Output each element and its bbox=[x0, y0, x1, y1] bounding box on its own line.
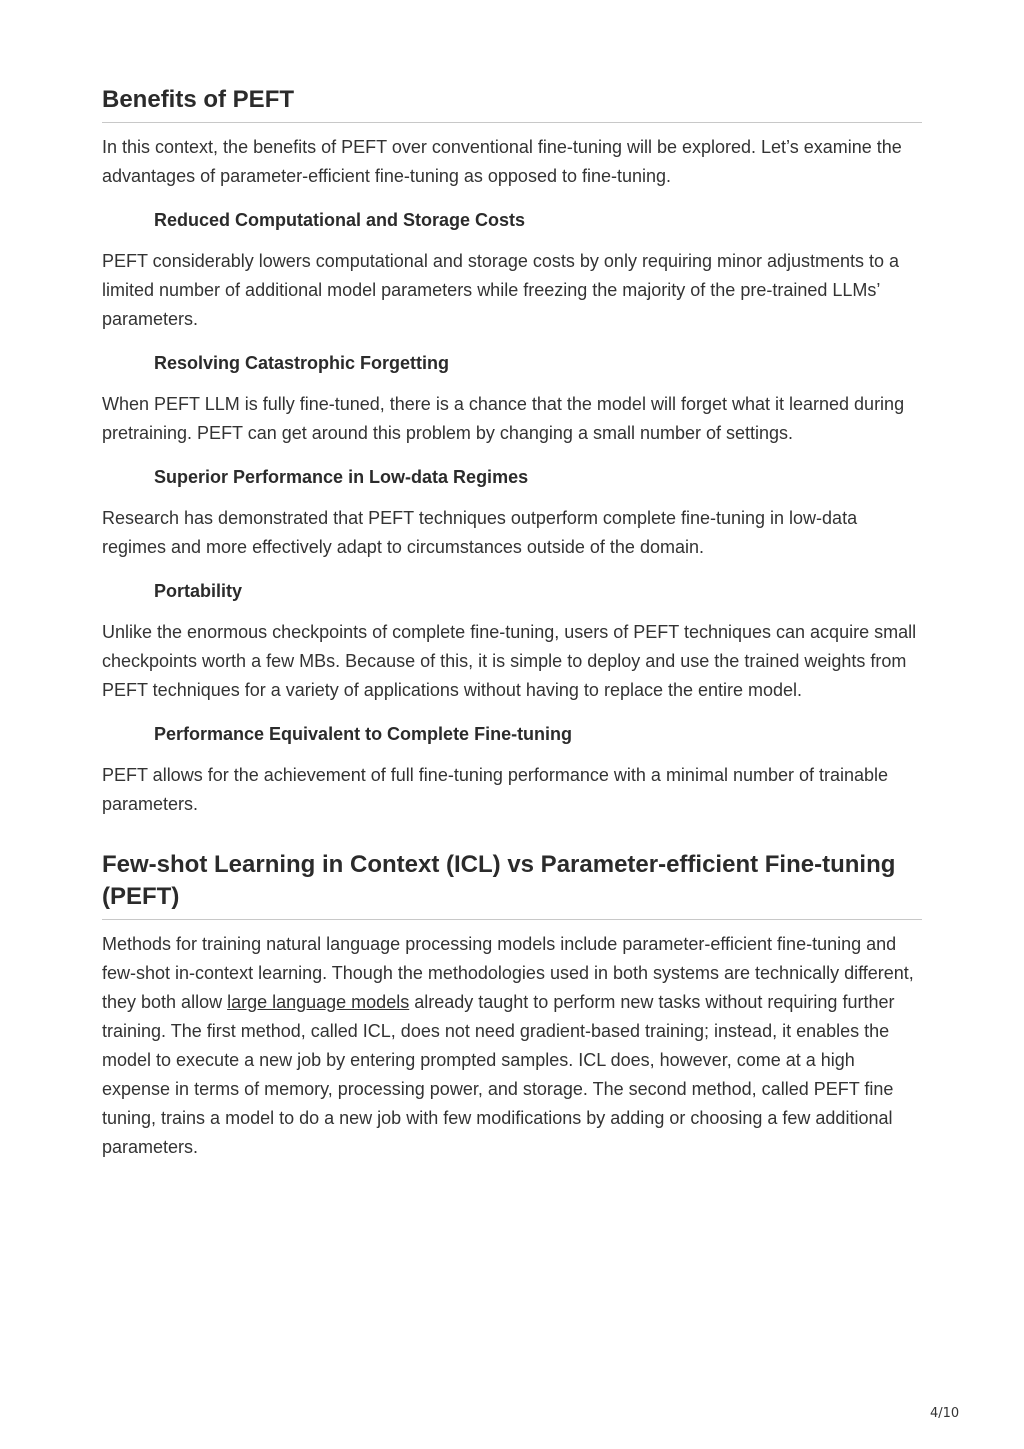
subheading-portability: Portability bbox=[154, 581, 243, 601]
page-number: 4/10 bbox=[930, 1406, 960, 1421]
paragraph-portability: Unlike the enormous checkpoints of complete fine-tuning, users of PEFT techniques can acquire small checkpoints worth a few MBs. Because of this, it is simple to deploy and use the trained weights from PEFT techniques for a variety of applications without having to replace the entire model. bbox=[102, 622, 917, 700]
subheading-low-data-regimes: Superior Performance in Low-data Regimes bbox=[154, 467, 529, 487]
large-language-models-link[interactable]: large language models bbox=[227, 992, 410, 1012]
paragraph-text-before-link: Methods for training natural language processing models include parameter-efficient fine-tuning and few-shot in-context learning. Though the methodologies used in both systems are technically different, they both allow bbox=[102, 934, 914, 1012]
subheading-performance-equivalent: Performance Equivalent to Complete Fine-tuning bbox=[154, 724, 573, 744]
section-title-icl-vs-peft: Few-shot Learning in Context (ICL) vs Parameter-efficient Fine-tuning (PEFT) bbox=[102, 849, 922, 920]
section-title-benefits: Benefits of PEFT bbox=[102, 84, 922, 123]
paragraph-low-data-regimes: Research has demonstrated that PEFT techniques outperform complete fine-tuning in low-data regimes and more effectively adapt to circumstances outside of the domain. bbox=[102, 508, 858, 557]
benefits-section bbox=[102, 84, 922, 819]
paragraph-text-after-link: already taught to perform new tasks without requiring further training. The first method, called ICL, does not need gradient-based training; instead, it enables the model to execute a new job by entering prompted samples. ICL does, however, come at a high expense in terms of memory, processing power, and storage. The second method, called PEFT fine tuning, trains a model to do a new job with few modifications by adding or choosing a few additional parameters. bbox=[102, 992, 895, 1157]
subheading-reduced-costs: Reduced Computational and Storage Costs bbox=[154, 210, 526, 230]
icl-vs-peft-section bbox=[102, 849, 922, 1162]
subheading-catastrophic-forgetting: Resolving Catastrophic Forgetting bbox=[154, 353, 450, 373]
paragraph-reduced-costs: PEFT considerably lowers computational and storage costs by only requiring minor adjustments to a limited number of additional model parameters while freezing the majority of the pre-trained LLMs’ parameters. bbox=[102, 251, 900, 329]
paragraph-icl-vs-peft bbox=[102, 930, 922, 1162]
benefits-intro: In this context, the benefits of PEFT over conventional fine-tuning will be explored. Let’s examine the advantages of parameter-efficient fine-tuning as opposed to fine-tuning. bbox=[102, 137, 902, 186]
document-page bbox=[102, 84, 922, 1162]
paragraph-catastrophic-forgetting: When PEFT LLM is fully fine-tuned, there is a chance that the model will forget what it learned during pretraining. PEFT can get around this problem by changing a small number of settings. bbox=[102, 394, 905, 443]
paragraph-performance-equivalent: PEFT allows for the achievement of full fine-tuning performance with a minimal number of trainable parameters. bbox=[102, 765, 889, 814]
